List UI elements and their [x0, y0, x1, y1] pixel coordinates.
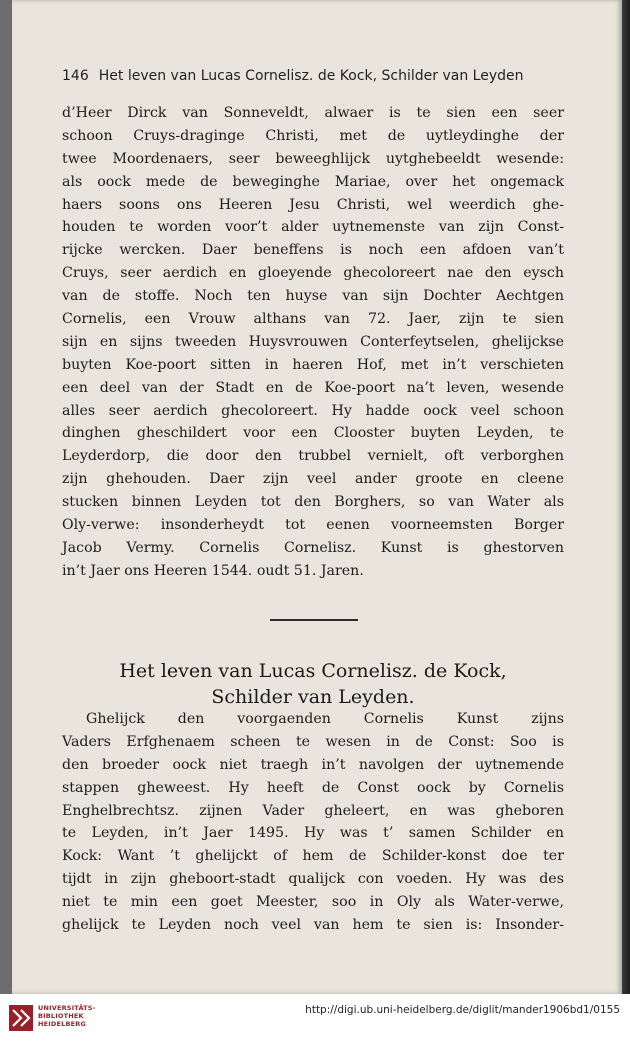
text-line: stappen gheweest. Hy heeft de Const oock by Cornelis	[62, 779, 564, 796]
text-line: Vaders Erfghenaem scheen te wesen in de Const: Soo is	[62, 733, 564, 750]
library-name-line: HEIDELBERG	[38, 1020, 87, 1028]
text-line: Leyderdorp, die door den trubbel vernielt, oft verborghen	[62, 448, 564, 465]
running-head-title: Het leven van Lucas Cornelisz. de Kock, Schilder van Leyden	[98, 68, 524, 84]
text-line: van de stoffe. Noch ten huyse van sijn Dochter Aechtgen	[62, 288, 564, 305]
page-number: 146	[62, 68, 89, 84]
paragraph-chapter-start	[62, 708, 564, 937]
text-line: tijdt in zijn gheboort-stadt qualijck con voeden. Hy was des	[62, 871, 564, 888]
text-line: zijn ghehouden. Daer zijn veel ander groote en cleene	[62, 471, 564, 488]
text-line: dinghen gheschildert voor een Clooster buyten Leyden, te	[62, 425, 564, 442]
library-name[interactable]	[38, 1004, 96, 1028]
library-logo-icon[interactable]	[8, 1003, 34, 1033]
paragraph-continued	[62, 102, 564, 583]
page-edge	[622, 0, 630, 994]
text-line: buyten Koe-poort sitten in haeren Hof, met in’t verschieten	[62, 356, 564, 373]
running-head	[62, 68, 562, 84]
text-line: Kock: Want ’t ghelijckt of hem de Schilder-konst doe ter	[62, 848, 564, 865]
chapter-heading-line2: Schilder van Leyden.	[211, 686, 415, 708]
text-line: twee Moordenaers, seer beweeghlijck uytghebeeldt wesende:	[62, 150, 564, 167]
text-line: Enghelbrechtsz. zijnen Vader gheleert, en was gheboren	[62, 802, 564, 819]
text-line: Cruys, seer aerdich en gloeyende ghecoloreert nae den eysch	[62, 265, 564, 282]
library-name-line: BIBLIOTHEK	[38, 1012, 84, 1020]
text-line: houden te worden voor’t alder uytnemenste van zijn Const-	[62, 219, 564, 236]
text-line: rijcke wercken. Daer beneffens is noch een afdoen van’t	[62, 242, 564, 259]
text-line: schoon Cruys-draginge Christi, met de uytleydinghe der	[62, 127, 564, 144]
text-line: Oly-verwe: insonderheydt tot eenen voorneemsten Borger	[62, 517, 564, 534]
text-line: d’Heer Dirck van Sonneveldt, alwaer is te sien een seer	[62, 105, 564, 121]
text-line: den broeder oock niet traegh in’t navolgen der uytnemende	[62, 756, 564, 773]
text-line: alles seer aerdich ghecoloreert. Hy hadde oock veel schoon	[62, 402, 564, 419]
text-line: Ghelijck den voorgaenden Cornelis Kunst zijns	[86, 711, 564, 727]
text-line: haers soons ons Heeren Jesu Christi, wel weerdich ghe-	[62, 196, 564, 213]
text-line: stucken binnen Leyden tot den Borghers, so van Water als	[62, 494, 564, 511]
section-divider	[270, 619, 358, 621]
text-line: een deel van der Stadt en de Koe-poort na’t leven, wesende	[62, 379, 564, 396]
text-line: Jacob Vermy. Cornelis Cornelisz. Kunst is ghestorven	[62, 539, 564, 556]
text-line: niet te min een goet Meester, soo in Oly als Water-verwe,	[62, 894, 564, 911]
library-name-line: UNIVERSITÄTS-	[38, 1004, 96, 1012]
text-line: Cornelis, een Vrouw althans van 72. Jaer, zijn te sien	[62, 311, 564, 328]
text-line: als oock mede de beweginghe Mariae, over het ongemack	[62, 173, 564, 190]
text-line: te Leyden, in’t Jaer 1495. Hy was t’ samen Schilder en	[62, 825, 564, 842]
text-line: in’t Jaer ons Heeren 1544. oudt 51. Jaren.	[62, 562, 364, 579]
chapter-heading-line1: Het leven van Lucas Cornelisz. de Kock,	[119, 660, 507, 682]
text-line: sijn en sijns tweeden Huysvrouwen Conterfeytselen, ghelijckse	[62, 333, 564, 350]
source-url-link[interactable]: http://digi.ub.uni-heidelberg.de/diglit/mander1906bd1/0155	[305, 1004, 620, 1016]
text-line: ghelijck te Leyden noch veel van hem te sien is: Insonder-	[62, 917, 564, 934]
